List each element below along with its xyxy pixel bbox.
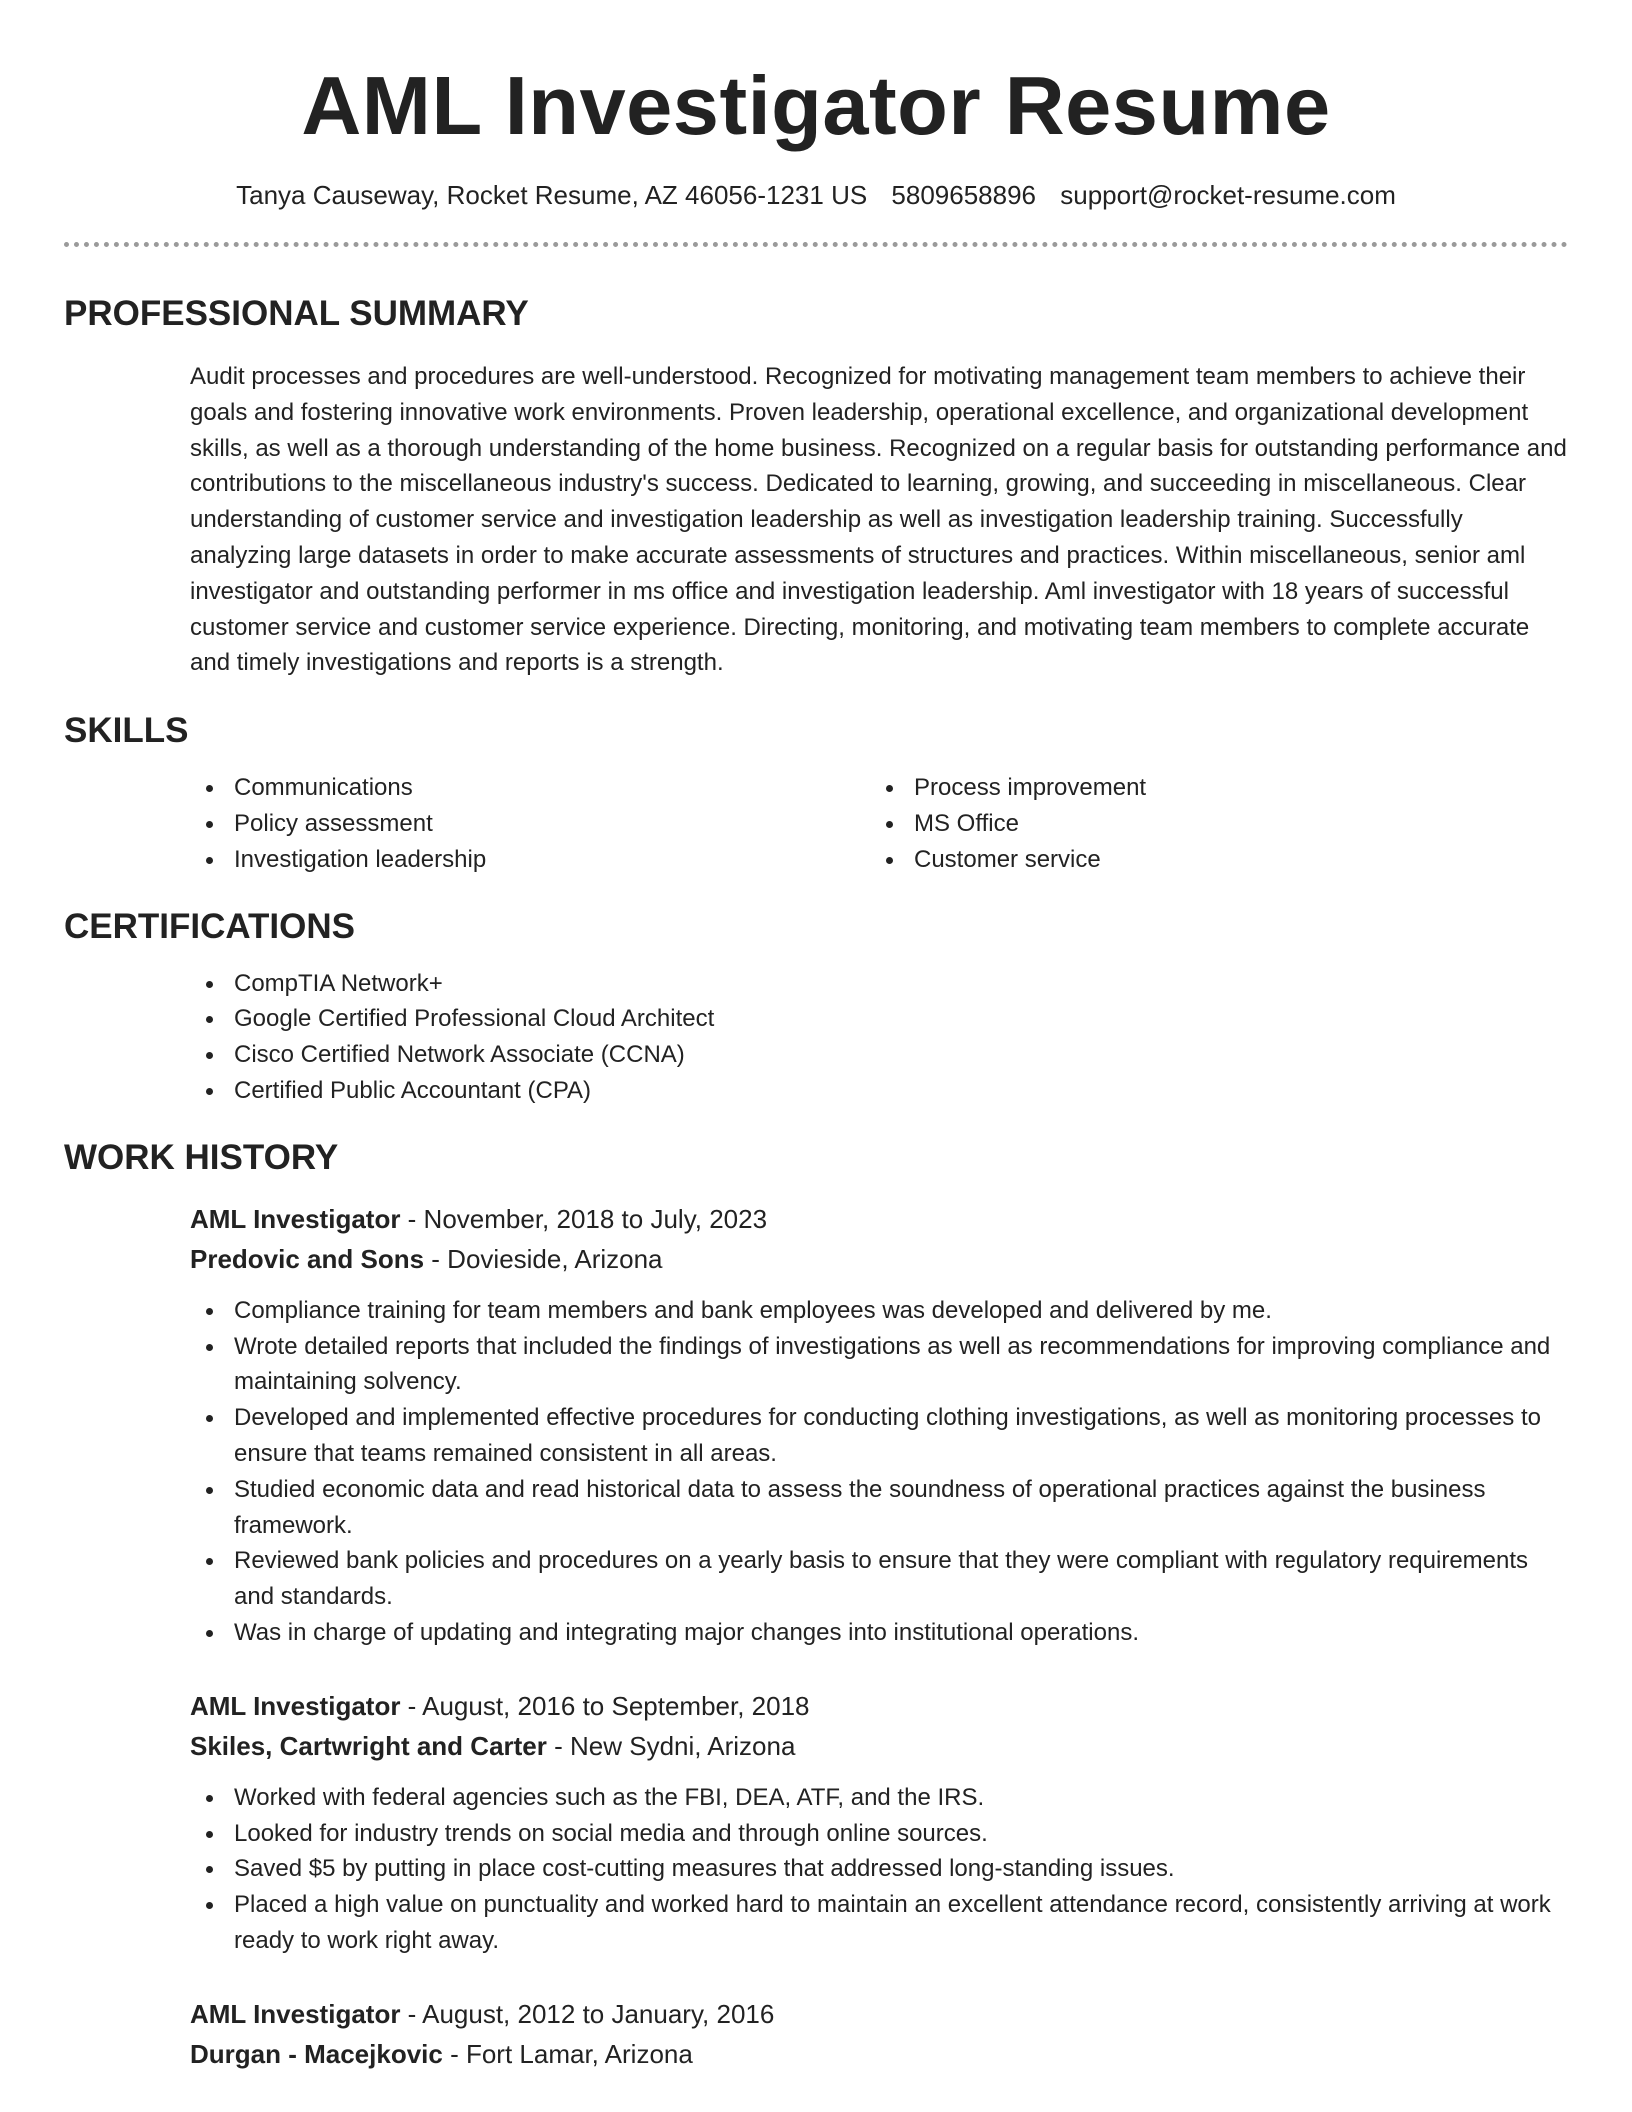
job-company-line [190,2034,1568,2074]
job-duty: Placed a high value on punctuality and worked hard to maintain an excellent attendance record, consistently arriving at work ready to work right away. [190,1887,1568,1959]
certification-item: CompTIA Network+ [190,966,1568,1002]
job-duty: Saved $5 by putting in place cost-cutting measures that addressed long-standing issues. [190,1851,1568,1887]
job-dates: - August, 2012 to January, 2016 [400,1998,775,2029]
job-duty: Wrote detailed reports that included the findings of investigations as well as recommendations for improving compliance and maintaining solvency. [190,1329,1568,1401]
job-company-line [190,1239,1568,1279]
skills-list-left [190,770,870,877]
job-duty: Looked for industry trends on social media and through online sources. [190,1816,1568,1852]
job-company: Predovic and Sons [190,1243,425,1274]
certification-item: Certified Public Accountant (CPA) [190,1073,1568,1109]
header-divider [64,242,1568,247]
contact-email: support@rocket-resume.com [1060,180,1396,210]
skill-item: Process improvement [870,770,1550,806]
job-title: AML Investigator [190,1690,401,1721]
job-location: - Fort Lamar, Arizona [442,2038,693,2069]
job-duty: Studied economic data and read historical data to assess the soundness of operational practices against the business framework. [190,1472,1568,1544]
job-location: - Dovieside, Arizona [424,1243,663,1274]
job-duty: Developed and implemented effective procedures for conducting clothing investigations, as well as monitoring processes to ensure that teams remained consistent in all areas. [190,1400,1568,1472]
certifications-heading: CERTIFICATIONS [64,906,356,946]
job-duty: Was in charge of updating and integrating major changes into institutional operations. [190,1615,1568,1651]
skills-grid [190,770,1568,877]
job-duty: Compliance training for team members and bank employees was developed and delivered by me. [190,1293,1568,1329]
certification-item: Cisco Certified Network Associate (CCNA) [190,1037,1568,1073]
contact-line [64,178,1568,212]
skill-item: MS Office [870,806,1550,842]
skill-item: Customer service [870,842,1550,878]
contact-phone: 5809658896 [891,180,1037,210]
professional-summary-section [64,293,1568,681]
job-dates: - November, 2018 to July, 2023 [400,1203,768,1234]
job-duty: Worked with federal agencies such as the FBI, DEA, ATF, and the IRS. [190,1780,1568,1816]
certifications-list [190,966,1568,1109]
contact-address: Tanya Causeway, Rocket Resume, AZ 46056-1231 US [236,180,868,210]
job-title-line [190,1994,1568,2034]
professional-summary-heading: PROFESSIONAL SUMMARY [64,294,529,333]
job-title: AML Investigator [190,1998,401,2029]
job-duties-list [190,1293,1568,1651]
job-location: - New Sydni, Arizona [546,1730,796,1761]
job-entry [190,1686,1568,1959]
skill-item: Investigation leadership [190,842,870,878]
work-history-section [64,1137,1568,2074]
resume-page [64,0,1568,2074]
job-company-line [190,1726,1568,1766]
professional-summary-text: Audit processes and procedures are well-understood. Recognized for motivating management team members to achieve their goals and fostering innovative work environments. Proven leadership, operational excellence, and organizational development skills, as well as a thorough understanding of the home business. Recognized on a regular basis for outstanding performance and contributions to the miscellaneous industry's success. Dedicated to learning, growing, and succeeding in miscellaneous. Clear understanding of customer service and investigation leadership as well as investigation leadership training. Successfully analyzing large datasets in order to make accurate assessments of structures and practices. Within miscellaneous, senior aml investigator and outstanding performer in ms office and investigation leadership. Aml investigator with 18 years of successful customer service and customer service experience. Directing, monitoring, and motivating team members to complete accurate and timely investigations and reports is a strength. [190,363,1567,677]
skills-heading: SKILLS [64,711,189,751]
job-dates: - August, 2016 to September, 2018 [400,1690,810,1721]
job-title-line [190,1686,1568,1726]
job-title: AML Investigator [190,1203,401,1234]
resume-title: AML Investigator Resume [301,59,1331,152]
job-duties-list [190,1780,1568,1959]
work-history-heading: WORK HISTORY [64,1137,339,1177]
certification-item: Google Certified Professional Cloud Architect [190,1001,1568,1037]
job-title-line [190,1199,1568,1239]
skills-list-right [870,770,1550,877]
skills-section [64,710,1568,877]
job-company: Durgan - Macejkovic [190,2038,443,2069]
job-company: Skiles, Cartwright and Carter [190,1730,547,1761]
job-entry [190,1994,1568,2074]
skill-item: Communications [190,770,870,806]
skill-item: Policy assessment [190,806,870,842]
job-entry [190,1199,1568,1651]
job-duty: Reviewed bank policies and procedures on a yearly basis to ensure that they were compliant with regulatory requirements and standards. [190,1543,1568,1615]
certifications-section [64,906,1568,1109]
